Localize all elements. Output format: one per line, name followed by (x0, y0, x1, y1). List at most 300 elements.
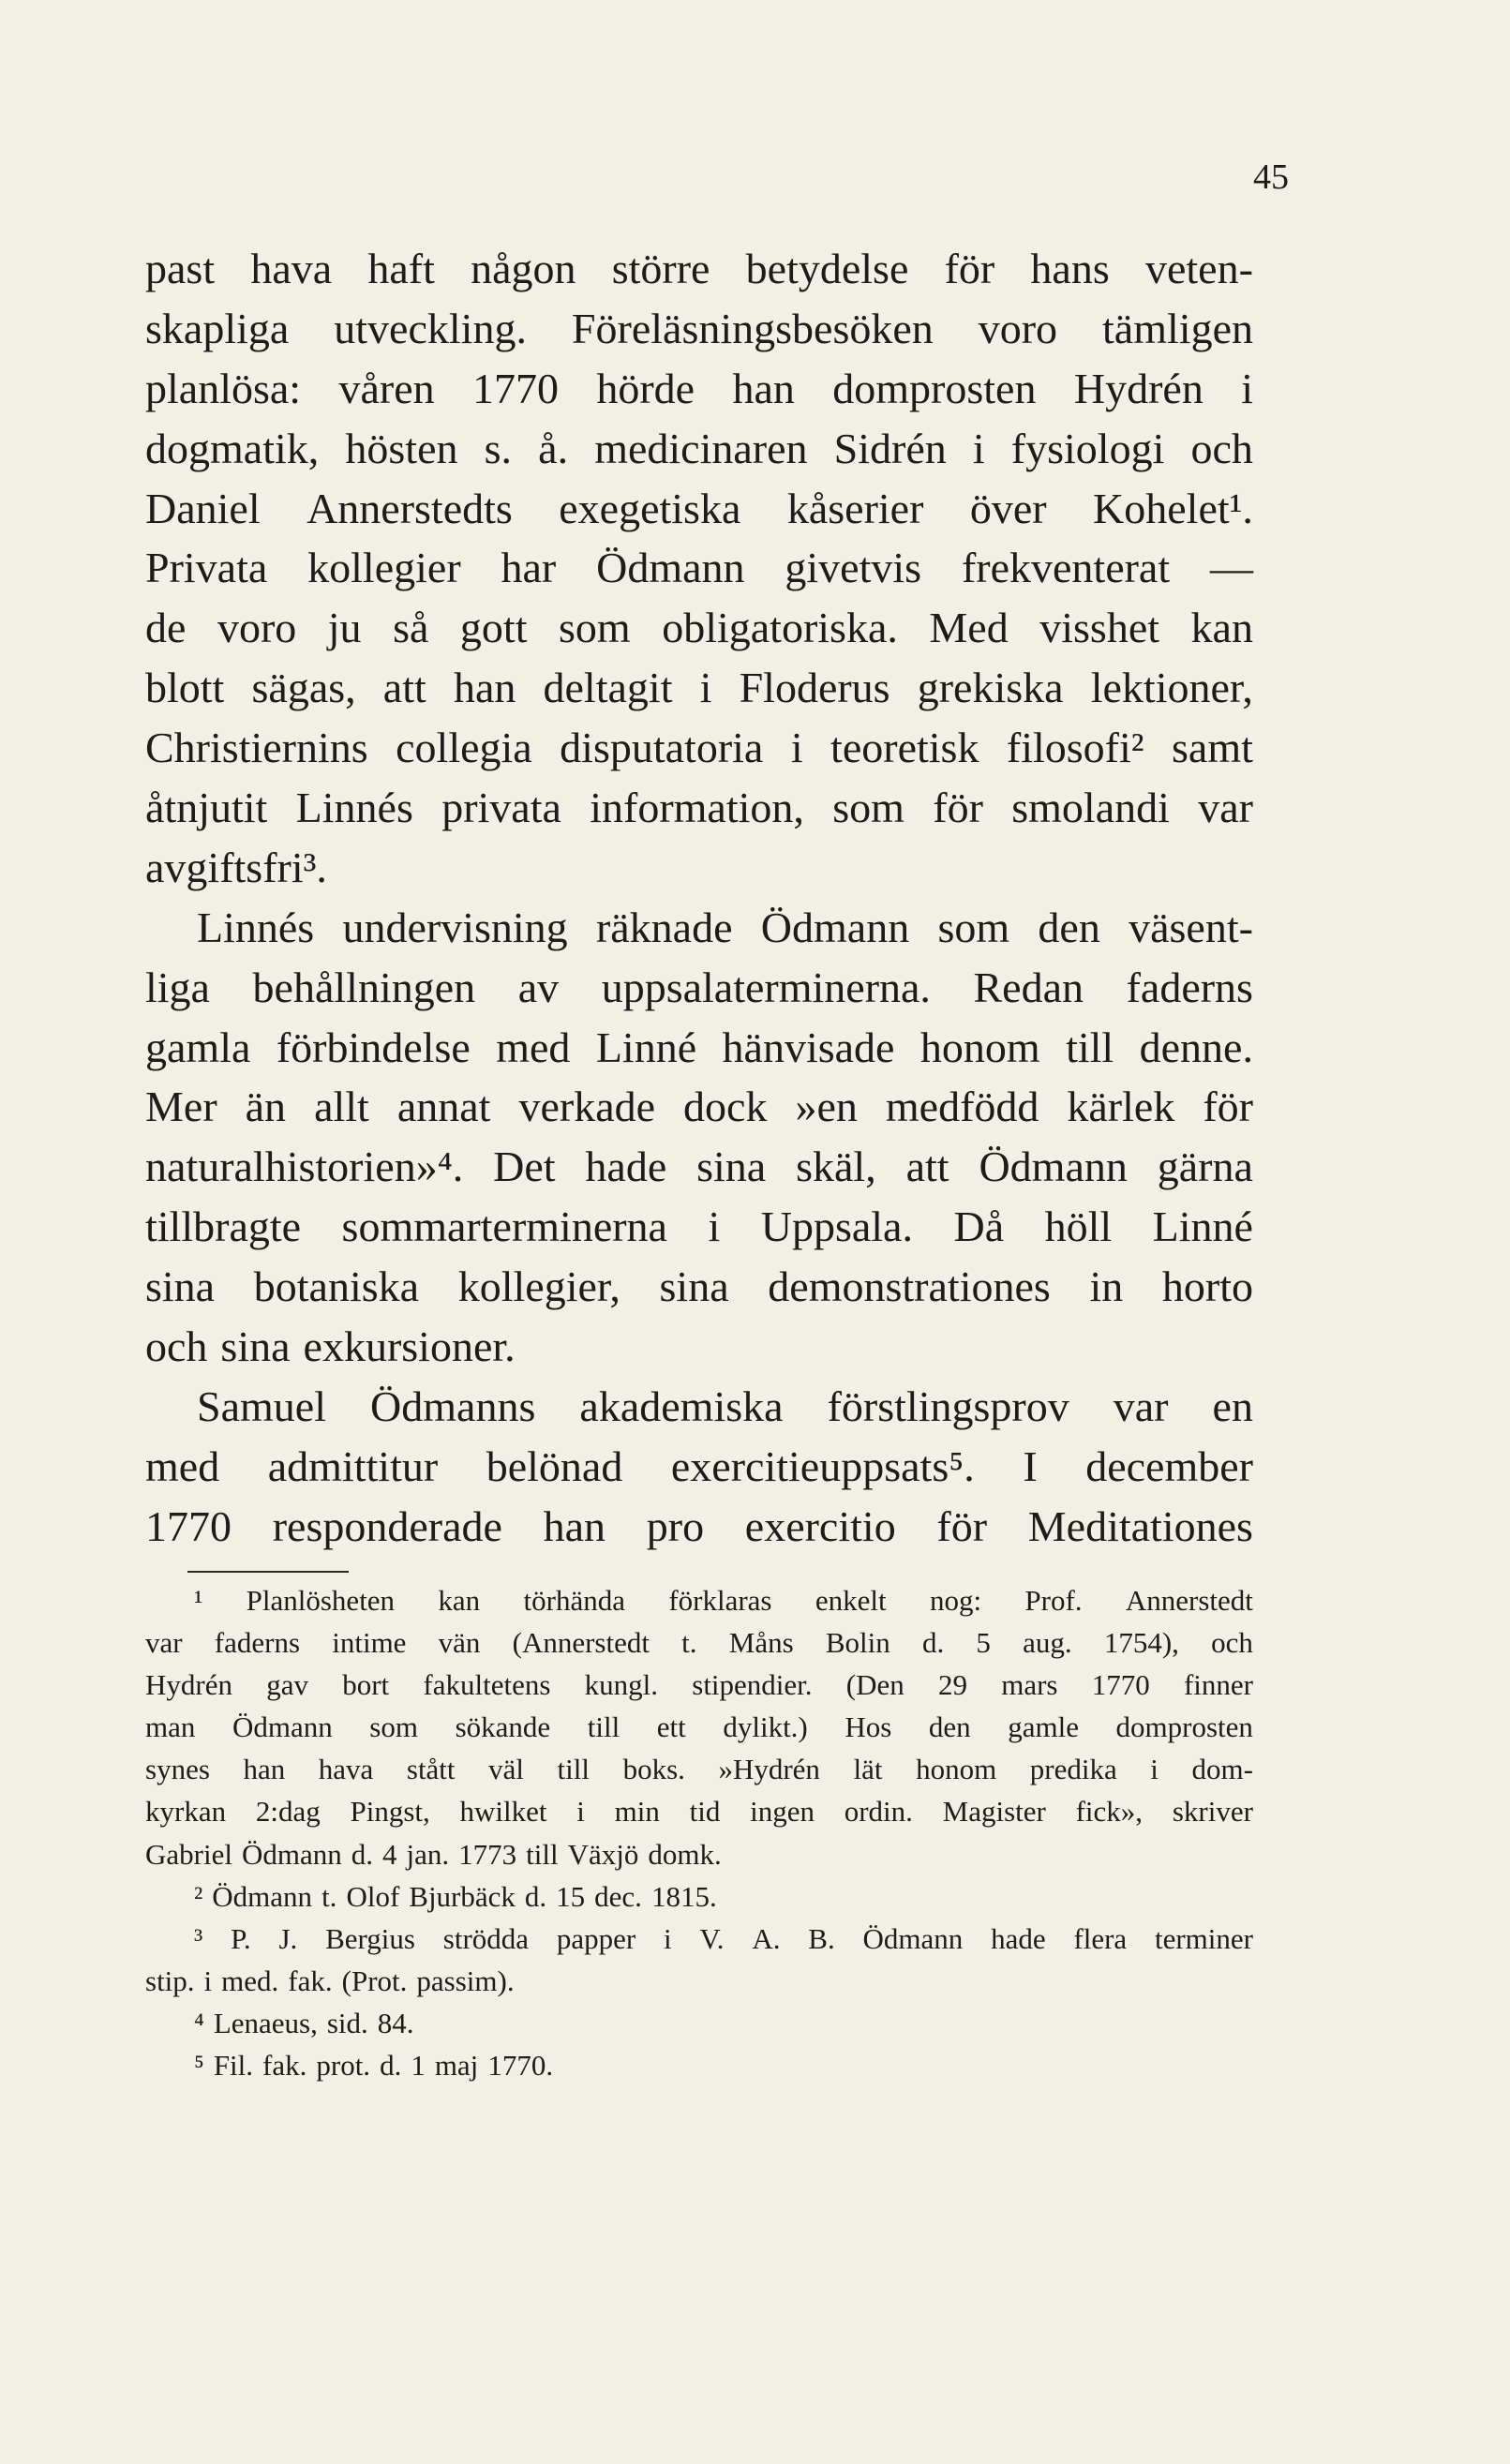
word: »en (795, 1083, 858, 1131)
word: de (145, 604, 187, 652)
word: (Den (845, 1668, 905, 1702)
word: disputatoria (560, 724, 764, 772)
word: B. (808, 1921, 835, 1955)
word: behållningen (252, 963, 476, 1011)
word: till (557, 1753, 590, 1786)
word: Magister (942, 1795, 1046, 1829)
word: grekiska (917, 664, 1064, 712)
word: stått (406, 1753, 456, 1786)
word: ³ (194, 1921, 203, 1955)
footnote-line (145, 1748, 1253, 1790)
word: Ödmanns (370, 1381, 536, 1430)
word: gamla (145, 1023, 251, 1071)
word: hava (318, 1753, 374, 1786)
word: var (145, 1626, 183, 1660)
word: skapliga (145, 304, 290, 352)
word: gamle (1008, 1710, 1079, 1744)
word: A. (752, 1921, 781, 1955)
word: som (937, 903, 1010, 951)
word: P. (231, 1921, 251, 1955)
word: admittitur (267, 1441, 439, 1490)
word: i (203, 1964, 213, 1997)
word: t. (681, 1626, 697, 1660)
word: prot. (316, 2049, 371, 2083)
word: törhända (523, 1584, 625, 1617)
word: faderns (1126, 963, 1253, 1011)
word: horto (1161, 1262, 1253, 1311)
word: smolandi (1011, 784, 1170, 832)
word: 1773 (458, 1837, 517, 1871)
word: filosofi² (1006, 724, 1144, 772)
word: Gabriel (145, 1837, 232, 1871)
word: december (1085, 1441, 1253, 1490)
word: »Hydrén (718, 1753, 820, 1786)
word: för (936, 1501, 988, 1550)
word: betydelse (745, 245, 909, 292)
text-line (145, 1077, 1253, 1137)
word: 1770 (1091, 1668, 1150, 1702)
word: Privata (145, 544, 268, 592)
word: våren (338, 364, 435, 412)
word: papper (556, 1921, 636, 1955)
word: synes (145, 1753, 210, 1786)
word: stipendier. (692, 1668, 813, 1702)
word: medicinaren (594, 424, 808, 472)
text-line (145, 1497, 1253, 1557)
word: tämligen (1102, 304, 1253, 352)
word: visshet (1039, 604, 1160, 652)
word: I (1023, 1441, 1038, 1490)
footnote-line (145, 1579, 1253, 1621)
word: Annerstedts (306, 484, 513, 532)
word: skriver (1172, 1795, 1253, 1829)
word: faderns (214, 1626, 301, 1660)
word: att (905, 1142, 949, 1191)
word: Redan (973, 963, 1084, 1011)
word: Linnés (295, 784, 413, 832)
word: kan (1190, 604, 1253, 652)
word: Ödmann (760, 903, 910, 951)
text-line (145, 1437, 1253, 1497)
word: allt (314, 1083, 369, 1131)
footnote-line (145, 1621, 1253, 1664)
word: ordin. (844, 1795, 913, 1829)
word: tid (689, 1795, 721, 1829)
word: terminer (1154, 1921, 1253, 1955)
word: Fil. (213, 2049, 254, 2083)
word: Måns (728, 1626, 794, 1660)
word: sid. (326, 2006, 368, 2039)
word: till (1066, 1023, 1114, 1071)
footnote-separator (187, 1571, 349, 1573)
word: min (614, 1795, 660, 1829)
word: vän (438, 1626, 481, 1660)
word: i (790, 724, 803, 772)
page-number: 45 (1253, 157, 1289, 197)
word: han (543, 1501, 606, 1550)
word: 29 (938, 1668, 967, 1702)
word: Pingst, (350, 1795, 430, 1829)
word: collegia (396, 724, 532, 772)
word: sina (659, 1262, 729, 1311)
text-line (145, 419, 1253, 479)
footnote-line (145, 2044, 1253, 2086)
word: planlösa: (145, 364, 302, 412)
text-line (145, 538, 1253, 598)
word: privata (441, 784, 561, 832)
word: större (611, 245, 710, 292)
word: sommarterminerna (341, 1202, 667, 1251)
word: i (663, 1921, 672, 1955)
word: dom- (1191, 1753, 1253, 1786)
word: 5 (976, 1626, 991, 1660)
word: har (501, 544, 557, 592)
word: dogmatik, (145, 424, 320, 472)
word: veten- (1144, 245, 1253, 292)
word: räknade (595, 903, 733, 951)
word: i (972, 424, 985, 472)
word: honom (916, 1753, 997, 1786)
text-line (145, 359, 1253, 419)
word: Linnés (197, 903, 315, 951)
word: Planlösheten (246, 1584, 396, 1617)
word: förstlingsprov (827, 1381, 1069, 1430)
word: kollegier (307, 544, 461, 592)
word: (Prot. (341, 1964, 408, 1997)
word: predika (1029, 1753, 1117, 1786)
text-line (145, 239, 1253, 299)
word: Floderus (739, 664, 890, 712)
footnotes (145, 1579, 1253, 2086)
word: Mer (145, 1083, 217, 1131)
word: d. (921, 1626, 945, 1660)
text-line (145, 479, 1253, 539)
word: ⁵ (194, 2049, 204, 2083)
word: demonstrationes (768, 1262, 1051, 1311)
word: dylikt.) (723, 1710, 808, 1744)
word: samt (1172, 724, 1253, 772)
word: fakultetens (423, 1668, 551, 1702)
word: kungl. (584, 1668, 659, 1702)
text-line (145, 1317, 1253, 1377)
word: Linné (595, 1023, 697, 1071)
footnote-line (145, 2002, 1253, 2044)
word: hade (585, 1142, 667, 1191)
word: responderade (272, 1501, 502, 1550)
word: medfödd (885, 1083, 1039, 1131)
word: past (145, 245, 216, 292)
word: Hydrén (145, 1668, 232, 1702)
word: hörde (596, 364, 695, 412)
text-line (145, 1197, 1253, 1257)
word: obligatoriska. (662, 604, 898, 652)
word: kyrkan (145, 1795, 227, 1829)
word: höll (1044, 1202, 1113, 1251)
word: uppsalaterminerna. (601, 963, 931, 1011)
word: Med (929, 604, 1009, 652)
footnote-line (145, 1664, 1253, 1706)
word: Samuel (197, 1381, 326, 1430)
word: Hos (845, 1710, 892, 1744)
word: Prof. (1024, 1584, 1083, 1617)
word: Bjurbäck (409, 1879, 516, 1913)
word: mars (1001, 1668, 1058, 1702)
word: V. (699, 1921, 725, 1955)
word: väl (488, 1753, 524, 1786)
word: och (1211, 1626, 1253, 1660)
text-line (145, 1137, 1253, 1197)
word: å. (538, 424, 569, 472)
word: exkursioner. (303, 1322, 516, 1371)
word: för (933, 784, 983, 832)
body-text (145, 239, 1253, 1557)
word: liga (145, 963, 210, 1011)
word: denne. (1139, 1023, 1253, 1071)
word: kan (438, 1584, 481, 1617)
text-line (145, 1018, 1253, 1078)
word: bort (342, 1668, 390, 1702)
word: domprosten (1115, 1710, 1253, 1744)
word: hade (991, 1921, 1046, 1955)
word: till (526, 1837, 559, 1871)
word: fak. (288, 1964, 333, 1997)
word: domk. (648, 1837, 722, 1871)
word: tillbragte (145, 1202, 302, 1251)
word: aug. (1023, 1626, 1072, 1660)
text-line (145, 1377, 1253, 1437)
word: kollegier, (457, 1262, 620, 1311)
word: med (496, 1023, 571, 1071)
word: han (732, 364, 795, 412)
word: undervisning (342, 903, 568, 951)
word: Kohelet¹. (1093, 484, 1253, 532)
word: hänvisade (722, 1023, 895, 1071)
word: lät (853, 1753, 883, 1786)
word: kärlek (1067, 1083, 1175, 1131)
word: var (1113, 1381, 1169, 1430)
word: att (382, 664, 426, 712)
word: pro (646, 1501, 705, 1550)
word: än (245, 1083, 287, 1131)
text-line (145, 958, 1253, 1018)
word: gärna (1157, 1142, 1253, 1191)
word: givetvis (785, 544, 922, 592)
word: s. (484, 424, 513, 472)
word: Olof (346, 1879, 400, 1913)
word: in (1089, 1262, 1124, 1311)
word: 1 (411, 2049, 426, 2083)
word: Lenaeus, (213, 2006, 318, 2039)
word: information, (590, 784, 804, 832)
word: han (453, 664, 516, 712)
word: akademiska (579, 1381, 784, 1430)
word: strödda (442, 1921, 530, 1955)
word: Ödmann (232, 1710, 333, 1744)
word: lektioner, (1090, 664, 1253, 712)
word: sina (696, 1142, 767, 1191)
footnote-line (145, 1833, 1253, 1875)
word: haft (367, 245, 435, 292)
word: hava (250, 245, 333, 292)
word: d. (380, 2049, 402, 2083)
word: 4 (381, 1837, 397, 1871)
word: blott (145, 664, 225, 712)
word: Daniel (145, 484, 261, 532)
word: hans (1030, 245, 1110, 292)
text-line (145, 778, 1253, 838)
word: nog: (929, 1584, 982, 1617)
word: belönad (486, 1441, 623, 1490)
word: i (1150, 1753, 1159, 1786)
word: frekventerat (961, 544, 1171, 592)
word: intime (332, 1626, 407, 1660)
word: gav (266, 1668, 308, 1702)
word: fick», (1075, 1795, 1144, 1829)
word: verkade (518, 1083, 656, 1131)
word: 84. (377, 2006, 414, 2039)
word: Annerstedt (1125, 1584, 1253, 1617)
word: som (369, 1710, 418, 1744)
word: 1770. (487, 2049, 554, 2083)
word: exegetiska (559, 484, 741, 532)
word: 1770 (145, 1501, 232, 1550)
word: i (699, 664, 712, 712)
word: Meditationes (1027, 1501, 1253, 1550)
word: förbindelse (276, 1023, 471, 1071)
text-line (145, 898, 1253, 958)
word: jan. (406, 1837, 450, 1871)
word: och (1190, 424, 1253, 472)
word: passim). (416, 1964, 515, 1997)
word: boks. (622, 1753, 685, 1786)
word: Christiernins (145, 724, 368, 772)
word: 1815. (650, 1879, 717, 1913)
word: utveckling. (334, 304, 527, 352)
word: exercitio (744, 1501, 896, 1550)
word: maj (434, 2049, 479, 2083)
word: så (393, 604, 429, 652)
word: som (559, 604, 631, 652)
word: i (576, 1795, 585, 1829)
word: Ödmann (596, 544, 745, 592)
word: förklaras (668, 1584, 772, 1617)
word: Uppsala. (760, 1202, 913, 1251)
word: 1754), (1103, 1626, 1179, 1660)
word: i (1241, 364, 1253, 412)
word: deltagit (543, 664, 673, 712)
word: kåserier (786, 484, 924, 532)
text-line (145, 598, 1253, 658)
word: enkelt (815, 1584, 887, 1617)
word: botaniska (253, 1262, 420, 1311)
word: med (145, 1441, 220, 1490)
word: voro (217, 604, 297, 652)
word: av (517, 963, 560, 1011)
word: och (145, 1322, 208, 1371)
footnote-line (145, 1960, 1253, 2002)
word: som (832, 784, 905, 832)
word: gott (459, 604, 528, 652)
word: var (1198, 784, 1253, 832)
word: en (1212, 1381, 1253, 1430)
word: Sidrén (833, 424, 947, 472)
word: voro (978, 304, 1058, 352)
word: ² (194, 1879, 203, 1913)
footnote-line (145, 1790, 1253, 1832)
word: Linné (1152, 1202, 1253, 1251)
word: 15 (556, 1879, 586, 1913)
word: ¹ (194, 1584, 203, 1617)
word: över (969, 484, 1047, 532)
word: J. (278, 1921, 298, 1955)
word: i (708, 1202, 721, 1251)
text-line (145, 1257, 1253, 1317)
word: Ödmann (979, 1142, 1128, 1191)
word: han (243, 1753, 286, 1786)
word: sina (145, 1262, 216, 1311)
word: t. (321, 1879, 337, 1913)
word: åtnjutit (145, 784, 268, 832)
word: dec. (594, 1879, 642, 1913)
word: med. (221, 1964, 279, 1997)
word: avgiftsfri³. (145, 843, 327, 891)
word: Föreläsningsbesöken (571, 304, 934, 352)
word: ingen (750, 1795, 815, 1829)
word: ju (327, 604, 362, 652)
footnote-line (145, 1875, 1253, 1918)
word: ett (656, 1710, 686, 1744)
word: 1770 (471, 364, 559, 412)
word: Ödmann (862, 1921, 964, 1955)
word: 2:dag (255, 1795, 321, 1829)
word: finner (1183, 1668, 1253, 1702)
word: sina (220, 1322, 291, 1371)
word: hösten (345, 424, 458, 472)
word: den (1038, 903, 1100, 951)
word: domprosten (832, 364, 1037, 412)
word: Bergius (325, 1921, 415, 1955)
word: — (1209, 544, 1253, 592)
word: någon (471, 245, 576, 292)
word: för (944, 245, 995, 292)
word: till (587, 1710, 620, 1744)
word: fysiologi (1010, 424, 1165, 472)
word: exercitieuppsats⁵. (670, 1441, 975, 1490)
text-line (145, 718, 1253, 778)
word: d. (351, 1837, 373, 1871)
word: sägas, (251, 664, 356, 712)
word: Växjö (567, 1837, 639, 1871)
text-line (145, 658, 1253, 718)
word: fak. (262, 2049, 307, 2083)
word: Ödmann (212, 1879, 313, 1913)
word: ⁴ (194, 2006, 204, 2039)
word: man (145, 1710, 196, 1744)
word: honom (919, 1023, 1040, 1071)
word: d. (524, 1879, 547, 1913)
word: naturalhistorien»⁴. (145, 1142, 464, 1191)
word: hwilket (459, 1795, 547, 1829)
word: Hydrén (1073, 364, 1204, 412)
word: stip. (145, 1964, 195, 1997)
word: annat (396, 1083, 491, 1131)
word: flera (1073, 1921, 1128, 1955)
text-line (145, 838, 1253, 898)
text-line (145, 299, 1253, 359)
footnote-line (145, 1918, 1253, 1960)
word: Då (953, 1202, 1005, 1251)
word: dock (683, 1083, 768, 1131)
